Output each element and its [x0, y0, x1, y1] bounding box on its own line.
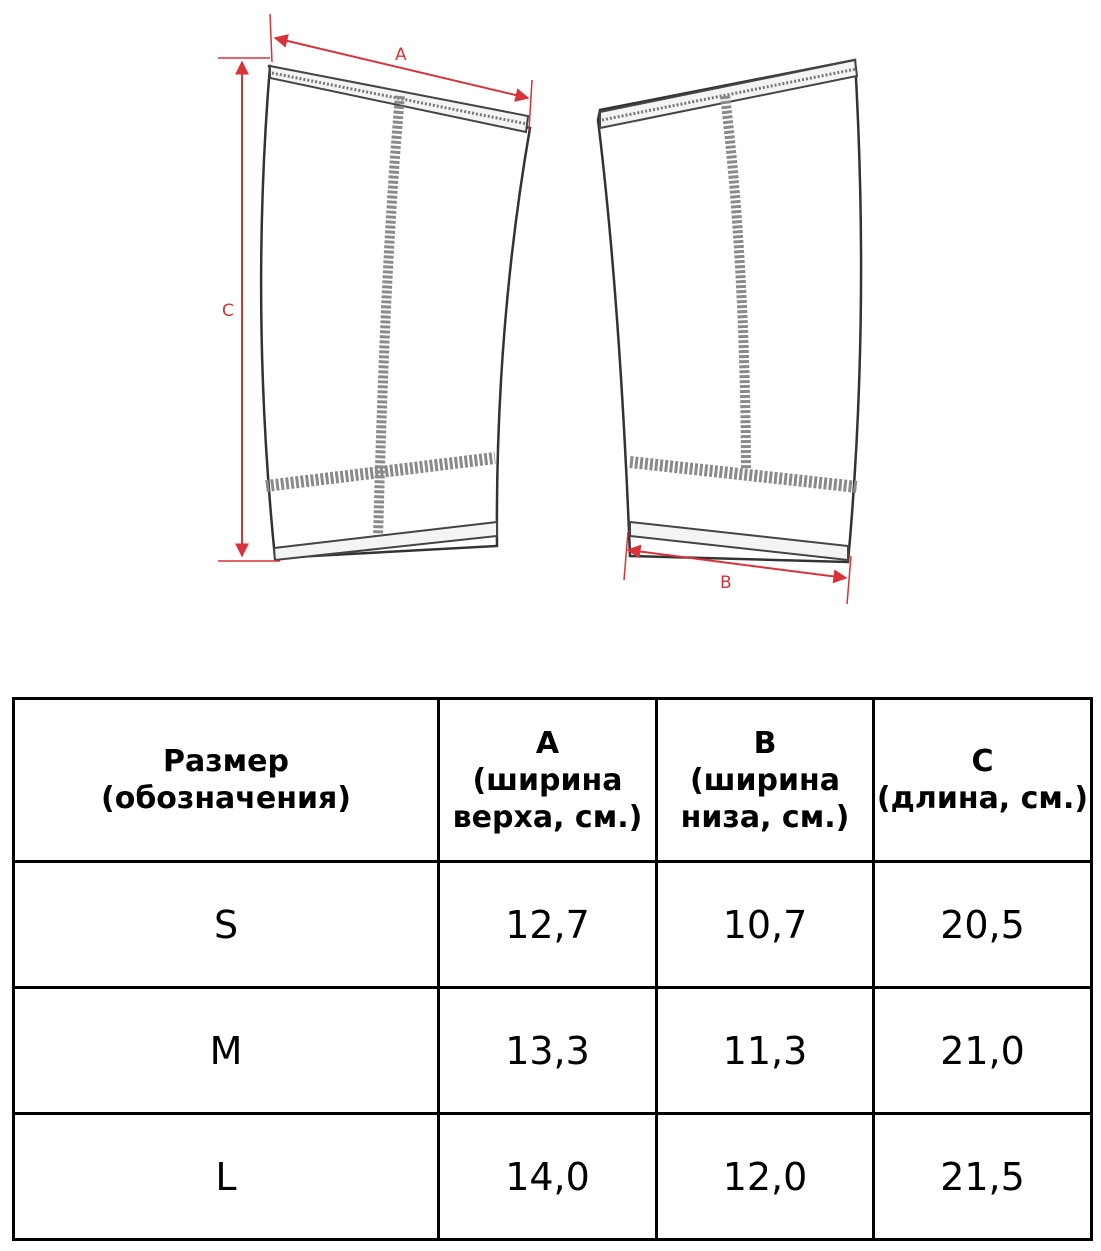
dimension-c-label: C — [222, 301, 234, 321]
cell-size: L — [14, 1114, 439, 1240]
cell-a: 14,0 — [439, 1114, 657, 1240]
sleeve-right-outline — [598, 60, 861, 562]
cell-c: 21,5 — [874, 1114, 1092, 1240]
cell-b: 12,0 — [657, 1114, 874, 1240]
table-row — [14, 1114, 1092, 1240]
size-table — [12, 697, 1093, 1241]
table-row — [14, 862, 1092, 988]
dimension-c — [218, 58, 280, 561]
cell-a: 13,3 — [439, 988, 657, 1114]
header-c: C (длина, см.) — [874, 699, 1092, 862]
table-row — [14, 988, 1092, 1114]
header-size: Размер (обозначения) — [14, 699, 439, 862]
sleeve-right-vertical-seam — [725, 96, 746, 470]
sleeve-left — [261, 66, 530, 560]
sleeve-right — [598, 60, 861, 562]
header-b: B (ширина низа, см.) — [657, 699, 874, 862]
cell-size: M — [14, 988, 439, 1114]
cell-b: 10,7 — [657, 862, 874, 988]
cell-b: 11,3 — [657, 988, 874, 1114]
cell-size: S — [14, 862, 439, 988]
cell-c: 21,0 — [874, 988, 1092, 1114]
table-header-row — [14, 699, 1092, 862]
sleeve-left-bottom-band — [274, 522, 497, 560]
header-a: A (ширина верха, см.) — [439, 699, 657, 862]
dimension-b-label: B — [720, 573, 732, 593]
dimension-a-label: A — [395, 45, 407, 65]
cell-a: 12,7 — [439, 862, 657, 988]
cell-c: 20,5 — [874, 862, 1092, 988]
